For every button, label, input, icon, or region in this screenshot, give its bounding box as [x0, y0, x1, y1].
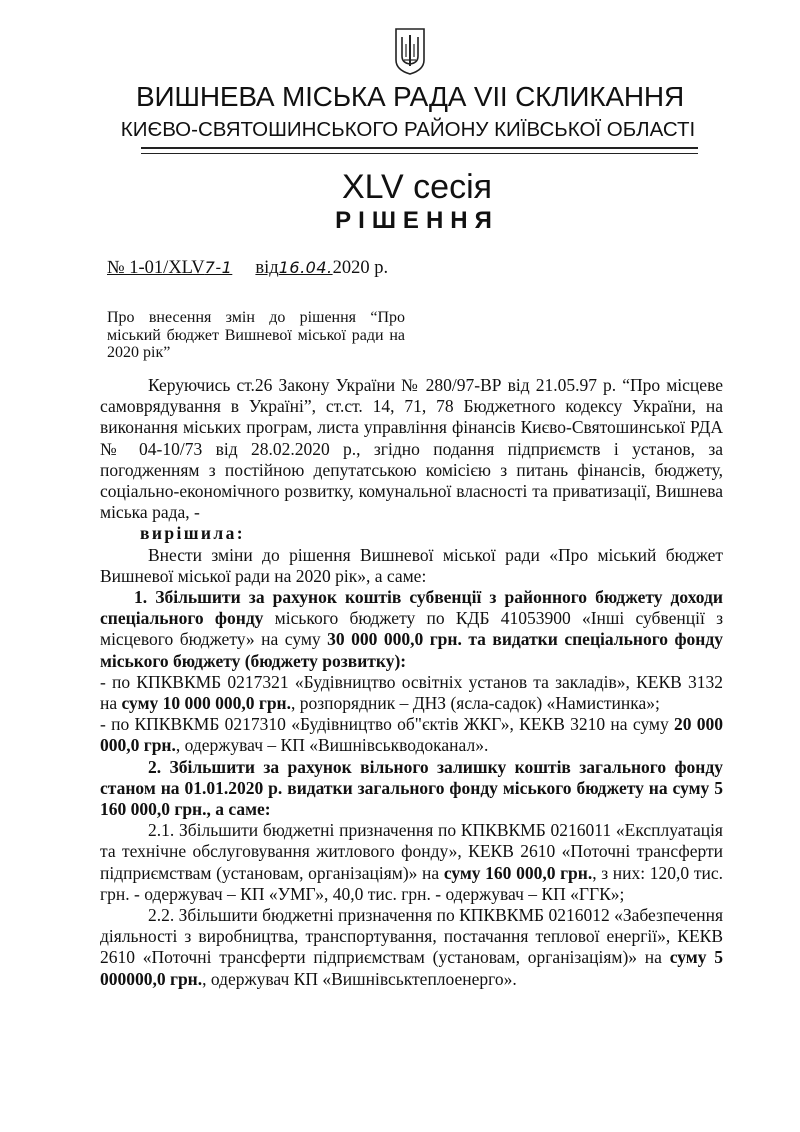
decision-body — [100, 375, 723, 990]
header-rule-thick — [141, 147, 698, 149]
item-1-heading: 1. Збільшити за рахунок коштів субвенції з районного бюджету доходи спеціального фонду — [100, 587, 723, 629]
intro-paragraph: Внести зміни до рішення Вишневої міської ради «Про міський бюджет Вишневої міської ради на 2020 рік», а саме: — [100, 544, 723, 586]
preamble-paragraph: Керуючись ст.26 Закону України № 280/97-ВР від 21.05.97 р. “Про місцеве самоврядування в Україні”, ст.ст. 14, 71, 78 Бюджетного кодексу України, на виконання міських програм, листа управління фінансів Києво-Святошинської РДА № 04-10/73 від 28.02.2020 р., згідно подання підприємств і установ, за погодженням з постійною депутатською комісією з питань фінансів, бюджету, соціально-економічного розвитку, комунальної власності та приватизації, Вишнева міська рада, - — [100, 375, 723, 523]
doc-number-prefix: № 1-01/XLV — [107, 258, 205, 278]
document-number-line — [107, 256, 388, 280]
item-1-line-1-amount: суму 10 000 000,0 грн. — [121, 693, 292, 714]
item-2-1-paragraph — [100, 820, 723, 905]
decision-title: РІШЕННЯ — [335, 207, 499, 234]
item-1-text: міського бюджету по КДБ 41053900 «Інші субвенції з місцевого бюджету» на суму — [100, 608, 723, 650]
item-2-2-text: 2.2. Збільшити бюджетні призначення по КПКВКМБ 0216012 «Забезпечення діяльності з виробництва, транспортування, постачання теплової енергії», КЕКВ 2610 «Поточні трансферти підприємствам (установам, організаціям)» на — [100, 905, 723, 968]
item-2-2-amount: суму 5 000000,0 грн. — [100, 947, 723, 989]
doc-date-from: від — [255, 258, 279, 278]
doc-date-handwritten: 16.04. — [278, 258, 333, 277]
item-2-2-paragraph — [100, 905, 723, 990]
item-1-line-1-text: - по КПКВКМБ 0217321 «Будівництво освітніх установ та закладів», КЕКВ 3132 на — [100, 671, 723, 714]
council-title: ВИШНЕВА МІСЬКА РАДА VII СКЛИКАННЯ — [136, 81, 684, 112]
doc-number-handwritten: 7-1 — [204, 258, 233, 277]
doc-year: 2020 р. — [332, 258, 389, 278]
session-title: XLV сесія — [341, 168, 493, 206]
item-1-line-2-tail: , одержувач – КП «Вишнівськводоканал». — [175, 735, 489, 756]
item-1-line-2-text: - по КПКВКМБ 0217310 «Будівництво об"єктів ЖКГ», КЕКВ 3210 на суму — [100, 714, 674, 735]
item-1-line-2 — [100, 714, 723, 756]
item-2-1-tail: , з них: 120,0 тис. грн. - одержувач – КП «УМГ», 40,0 тис. грн. - одержувач – КП «ГГК»; — [100, 862, 723, 904]
header-rule-thin — [141, 153, 698, 154]
item-2-2-tail: , одержувач КП «Вишнівськтеплоенерго». — [202, 968, 517, 989]
decision-subject: Про внесення змін до рішення “Про міський бюджет Вишневої міської ради на 2020 рік” — [107, 309, 405, 361]
resolved-heading: вирішила: — [140, 523, 245, 544]
item-1-line-2-amount: 20 000 000,0 грн. — [100, 714, 724, 756]
item-1-line-1-tail: , розпорядник – ДНЗ (ясла-садок) «Намистинка»; — [291, 693, 660, 714]
trident-emblem-icon — [393, 26, 427, 76]
item-2-1-text: 2.1. Збільшити бюджетні призначення по КПКВКМБ 0216011 «Експлуатація та технічне обслуговування житлового фонду», КЕКВ 2610 «Поточні трансферти підприємствам (установам, організаціям)» на — [100, 820, 723, 883]
item-2-paragraph: 2. Збільшити за рахунок вільного залишку коштів загального фонду станом на 01.01.2020 р. видатки загального фонду міського бюджету на суму 5 160 000,0 грн., а саме: — [100, 756, 723, 820]
item-1-line-1 — [100, 672, 723, 714]
item-1-paragraph — [100, 587, 723, 672]
item-2-1-amount: суму 160 000,0 грн. — [443, 862, 593, 883]
item-1-amount: 30 000 000,0 грн. та видатки спеціального фонду міського бюджету (бюджету розвитку): — [100, 629, 723, 671]
district-title: КИЄВО-СВЯТОШИНСЬКОГО РАЙОНУ КИЇВСЬКОЇ ОБЛАСТІ — [120, 118, 696, 141]
